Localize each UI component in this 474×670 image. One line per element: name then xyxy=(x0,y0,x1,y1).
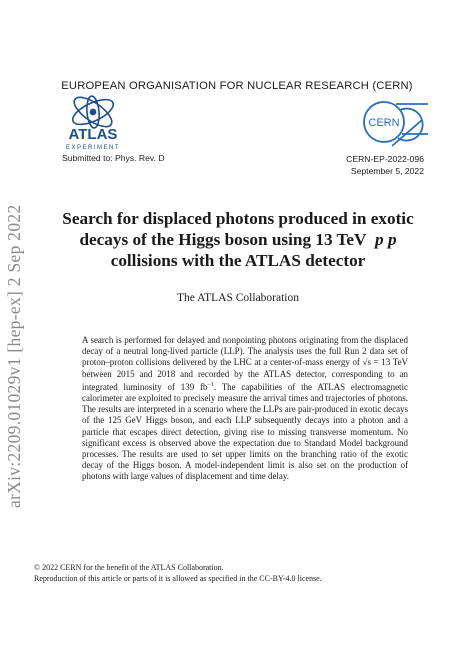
cern-logo xyxy=(362,94,430,152)
report-date: September 5, 2022 xyxy=(350,166,424,176)
report-number: CERN-EP-2022-096 xyxy=(346,154,424,164)
atlas-logo-text: ATLAS xyxy=(68,126,118,143)
atlas-experiment-logo xyxy=(62,94,124,152)
abstract-sqrt-s: √s xyxy=(362,357,371,368)
abstract-part-1: A search is performed for delayed and nonpointing photons originating from the displaced decay of a neutral long-lived particle (LLP). The analysis uses the full Run 2 data set of proton–proton collisions delivered by the LHC at a center-of-mass energy of xyxy=(82,335,408,368)
atlas-logo-graphic xyxy=(62,94,124,152)
author-collaboration: The ATLAS Collaboration xyxy=(176,292,299,304)
organization-heading: EUROPEAN ORGANISATION FOR NUCLEAR RESEARCH (CERN) xyxy=(61,80,413,92)
title-line-1: Search for displaced photons produced in exotic xyxy=(62,209,414,228)
title-line-2-text: decays of the Higgs boson using 13 TeV xyxy=(79,230,367,249)
abstract xyxy=(82,335,408,483)
cern-logo-text: CERN xyxy=(368,117,400,129)
abstract-part-2: = 13 TeV between 2015 and 2018 and recorded by the ATLAS detector, corresponding to an integrated luminosity of 139 fb xyxy=(82,357,408,392)
arxiv-identifier: arXiv:2209.01029v1 [hep-ex] 2 Sep 2022 xyxy=(4,204,24,508)
abstract-part-3: . The capabilities of the ATLAS electromagnetic calorimeter are exploited to precisely measure the arrival times and trajectories of photons. The results are interpreted in a scenario where the LLPs are pair-produced in exotic decays of the 125 GeV Higgs boson, and each LLP subsequently decays into a photon and a particle that escapes direct detection, giving rise to missing transverse momentum. No significant excess is observed above the expectation due to Standard Model background processes. The results are used to set upper limits on the branching ratio of the exotic decay of the Higgs boson. A model-independent limit is also set on the production of photons with large values of displacement and time delay. xyxy=(82,381,408,482)
report-info xyxy=(346,153,424,177)
copyright-notice: © 2022 CERN for the benefit of the ATLAS Collaboration. xyxy=(34,563,224,572)
title-line-2 xyxy=(62,229,414,250)
title-pp: p p xyxy=(375,230,397,249)
cern-logo-graphic xyxy=(362,94,430,152)
paper-title xyxy=(62,208,414,271)
title-line-3: collisions with the ATLAS detector xyxy=(110,251,366,270)
license-notice: Reproduction of this article or parts of it is allowed as specified in the CC-BY-4.0 license. xyxy=(34,573,322,583)
submitted-journal: Submitted to: Phys. Rev. D xyxy=(62,153,165,163)
atlas-logo-subtext: EXPERIMENT xyxy=(65,145,121,151)
abstract-lumi-exponent: −1 xyxy=(207,381,214,388)
footer xyxy=(34,563,454,585)
